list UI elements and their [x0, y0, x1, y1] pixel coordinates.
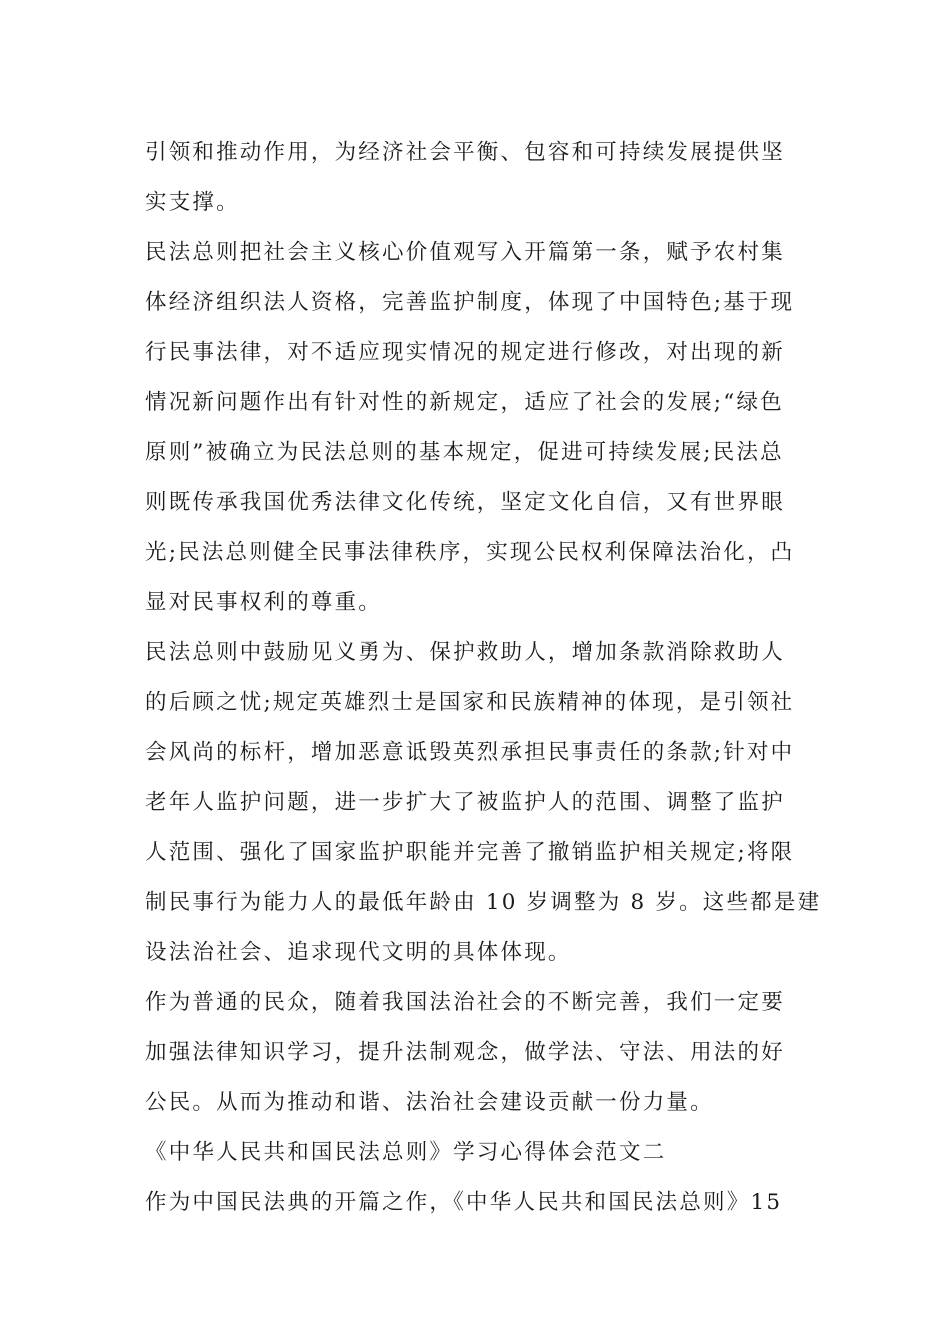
text-line: 行民事法律，对不适应现实情况的规定进行修改，对出现的新 — [145, 340, 785, 365]
text-line: 老年人监护问题，进一步扩大了被监护人的范围、调整了监护 — [145, 790, 785, 815]
text-line: 设法治社会、追求现代文明的具体体现。 — [145, 940, 572, 965]
text-line: 的后顾之忧;规定英雄烈士是国家和民族精神的体现，是引领社 — [145, 690, 795, 715]
text-line: 光;民法总则健全民事法律秩序，实现公民权利保障法治化，凸 — [145, 540, 795, 565]
text-line: 加强法律知识学习，提升法制观念，做学法、守法、用法的好 — [145, 1040, 785, 1065]
text-line: 情况新问题作出有针对性的新规定，适应了社会的发展;“绿色 — [145, 390, 784, 415]
text-line: 作为中国民法典的开篇之作，《中华人民共和国民法总则》15 — [145, 1190, 783, 1215]
text-line: 引领和推动作用，为经济社会平衡、包容和可持续发展提供坚 — [145, 140, 785, 165]
text-line: 体经济组织法人资格，完善监护制度，体现了中国特色;基于现 — [145, 290, 795, 315]
text-line: 则既传承我国优秀法律文化传统，坚定文化自信，又有世界眼 — [145, 490, 785, 515]
text-line: 会风尚的标杆，增加恶意诋毁英烈承担民事责任的条款;针对中 — [145, 740, 795, 765]
text-line: 原则”被确立为民法总则的基本规定，促进可持续发展;民法总 — [145, 440, 784, 465]
text-line: 制民事行为能力人的最低年龄由 10 岁调整为 8 岁。这些都是建 — [145, 890, 822, 915]
text-line: 实支撑。 — [145, 190, 240, 215]
body-text — [145, 128, 822, 1228]
text-line: 民法总则把社会主义核心价值观写入开篇第一条，赋予农村集 — [145, 240, 785, 265]
text-line: 公民。从而为推动和谐、法治社会建设贡献一份力量。 — [145, 1090, 714, 1115]
text-line: 作为普通的民众，随着我国法治社会的不断完善，我们一定要 — [145, 990, 785, 1015]
text-line: 人范围、强化了国家监护职能并完善了撤销监护相关规定;将限 — [145, 840, 795, 865]
text-line: 民法总则中鼓励见义勇为、保护救助人，增加条款消除救助人 — [145, 640, 785, 665]
section-heading: 《中华人民共和国民法总则》学习心得体会范文二 — [145, 1140, 667, 1165]
text-line: 显对民事权利的尊重。 — [145, 590, 383, 615]
